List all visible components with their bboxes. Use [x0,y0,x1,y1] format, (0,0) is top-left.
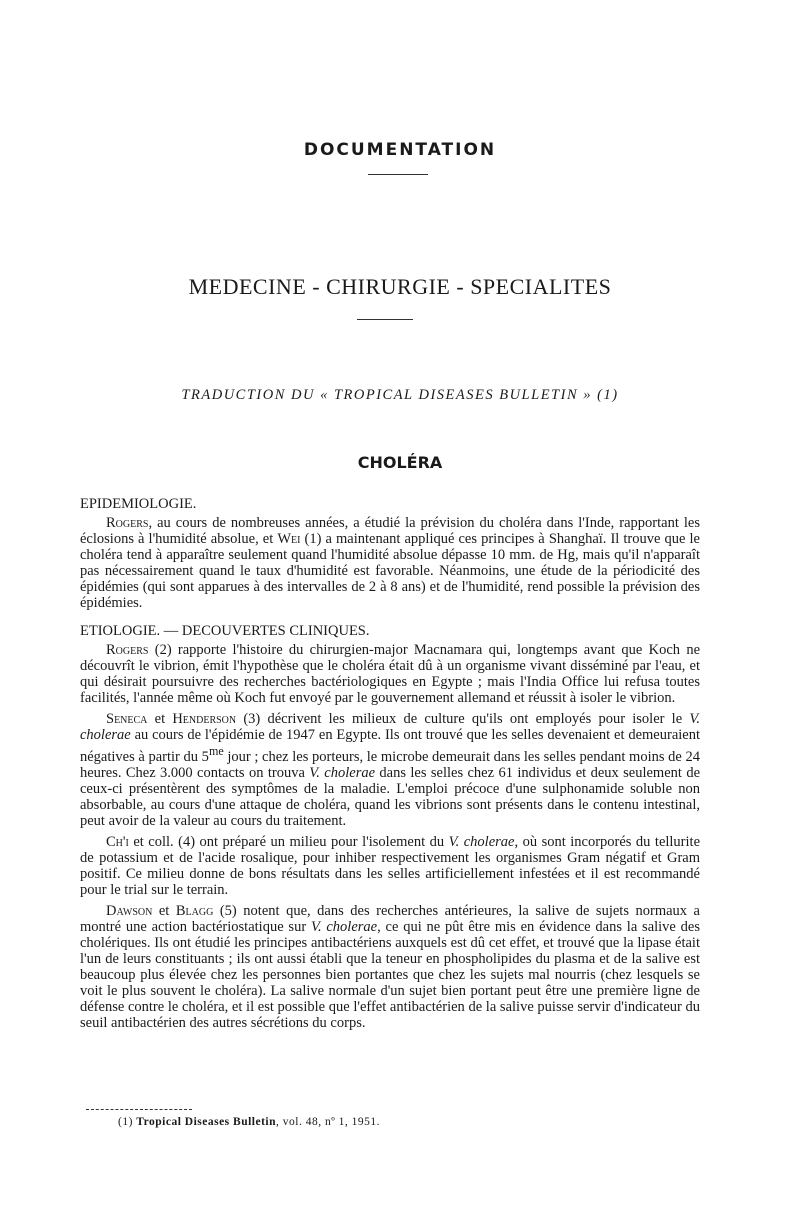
article-body [80,496,700,1036]
subtitle: TRADUCTION DU « TROPICAL DISEASES BULLETIN » (1) [181,387,619,403]
paragraph: Rogers (2) rapporte l'histoire du chirurgien-major Macnamara qui, longtemps avant que Koch ne découvrît le vibrion, émit l'hypothèse que le choléra était dû à un organisme vivant disséminé par l'eau, et qui désirait poursuivre des recherches bactériologiques en Egypte ; mais l'India Office lui refusa toutes facilités, l'année même où Koch fut envoyé par le gouvernement allemand et réussit à isoler le vibrion. [80,642,700,706]
section-heading-epidemiologie: EPIDEMIOLOGIE. [80,496,197,512]
footnote [118,1116,380,1128]
author-name: Rogers [106,642,149,658]
ordinal-suffix: me [208,744,224,758]
paragraph: Seneca et Henderson (3) décrivent les milieux de culture qu'ils ont employés pour isoler le V. cholerae au cours de l'épidémie de 1947 en Egypte. Ils ont trouvé que les selles devenaient et demeuraient négatives à partir du $5^{me}$ jour ; chez les porteurs, le microbe demeurait dans les selles pendant moins de 24 heures. Chez 3.000 contacts on trouva V. cholerae dans les selles chez 61 individus et deux seulement de ceux-ci présentèrent des symptômes de la maladie. L'emploi précoce d'une sulphonamide soluble non absorbable, au cours d'une attaque de choléra, quand les vibrions sont présents dans le contenu intestinal, peut avoir de la valeur au cours du traitement. [80,711,701,829]
author-name: Henderson [172,711,237,727]
paragraph: Rogers, au cours de nombreuses années, a étudié la prévision du choléra dans l'Inde, rapportant les éclosions à l'humidité absolue, et Wei (1) a maintenant appliqué ces principes à Shanghaï. Il trouve que le choléra tend à apparaître seulement quand l'humidité absolue dépasse 10 mm. de Hg, mais qu'il n'apparaît pas nécessairement quand le taux d'humidité est favorable. Néanmoins, une étude de la périodicité des épidémies (qui sont apparues à des intervalles de 2 à 8 ans) et de l'humidité, rend possible la prévision des épidémies. [80,515,700,611]
paragraph: Dawson et Blagg (5) notent que, dans des recherches antérieures, la salive de sujets normaux a montré une action bactériostatique sur V. cholerae, ce qui ne pût être mis en évidence dans la salive des cholériques. Ils ont étudié les principes antibactériens auxquels est dû cet effet, et trouvé que la lipase était l'un de leurs constituants ; ils ont aussi établi que la teneur en phospholipides du plasma et de la salive est beaucoup plus élevée chez les personnes bien portantes que chez les sujets mal nourris (chez lesquels se voit le plus souvent le choléra). La salive normale d'un sujet bien portant peut être une première ligne de défense contre le choléra, et il est possible que l'effet antibactérien de la salive puisse servir d'indicateur du seuil antibactérien des autres sécrétions du corps. [80,902,700,1031]
author-name: Dawson [106,902,153,919]
footnote-marker: (1) [118,1116,133,1128]
page-title: MEDECINE - CHIRURGIE - SPECIALITES [188,274,612,299]
author-name: Wei [277,531,301,547]
species-name: V. cholerae [309,764,376,781]
author-name: Rogers [106,515,149,531]
article-title: CHOLÉRA [357,453,443,472]
footnote-source: Tropical Diseases Bulletin [136,1116,277,1128]
footnote-divider [86,1109,192,1110]
author-name: Seneca [106,711,148,727]
species-name: V. cholerae [310,918,378,935]
section-heading-etiologie: ETIOLOGIE. — DECOUVERTES CLINIQUES. [80,623,370,639]
header-divider [368,174,428,175]
paragraph: Ch'i et coll. (4) ont préparé un milieu pour l'isolement du V. cholerae, où sont incorporés du tellurite de potassium et de l'acide rosalique, pour inhiber respectivement les organismes Gram négatif et Gram positif. Ce milieu donne de bons résultats dans les selles artificiellement infestées et il est recommandé pour le trial sur le terrain. [80,833,701,898]
author-name: Ch'i [106,833,129,850]
species-name: V. cholerae [80,711,700,743]
author-name: Blagg [175,902,214,919]
footnote-details: , vol. 48, nº 1, 1951. [276,1116,381,1128]
species-name: V. cholerae [448,833,515,850]
title-divider [357,319,413,320]
journal-section-header: DOCUMENTATION [303,140,497,160]
